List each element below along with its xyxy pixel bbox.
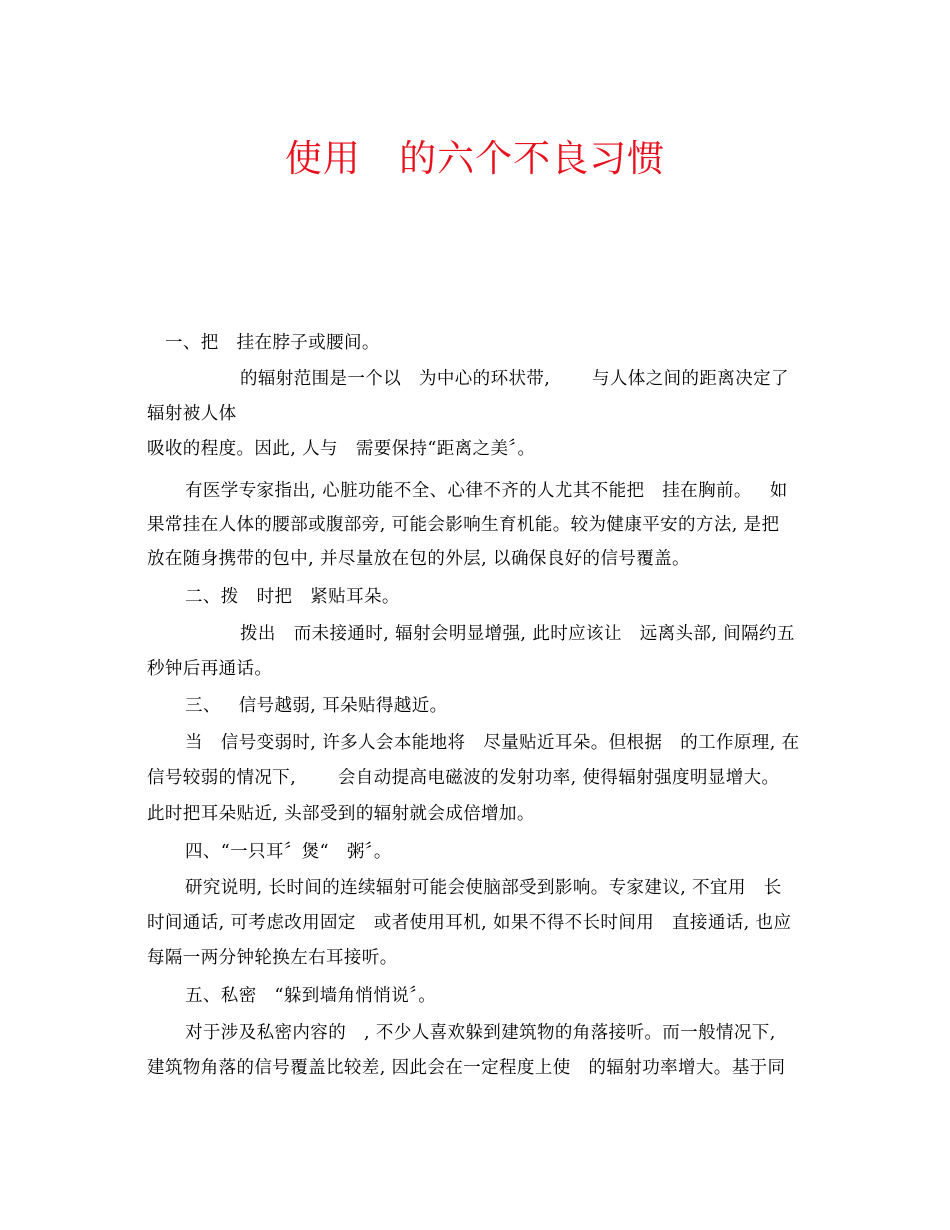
paragraph-line: 信号较弱的情况下, 会自动提高电磁波的发射功率, 使得辐射强度明显增大。 [147, 768, 780, 788]
paragraph-line: 对于涉及私密内容的 , 不少人喜欢躲到建筑物的角落接听。而一般情况下, [185, 1023, 776, 1043]
paragraph-line: 拨出 而未接通时, 辐射会明显增强, 此时应该让 远离头部, 间隔约五 [240, 624, 795, 644]
paragraph-line: 每隔一两分钟轮换左右耳接听。 [147, 948, 398, 968]
paragraph-line: 辐射被人体 [147, 404, 237, 424]
paragraph-line: 此时把耳朵贴近, 头部受到的辐射就会成倍增加。 [147, 804, 535, 824]
paragraph-line: 建筑物角落的信号覆盖比较差, 因此会在一定程度上使 的辐射功率增大。基于同 [147, 1058, 786, 1078]
paragraph-line: 有医学专家指出, 心脏功能不全、心律不齐的人尤其不能把 挂在胸前。 如 [185, 481, 788, 501]
section-heading-5: 五、私密 “躲到墙角悄悄说〞。 [185, 986, 437, 1006]
paragraph-line: 果常挂在人体的腰部或腹部旁, 可能会影响生育机能。较为健康平安的方法, 是把 [147, 515, 780, 535]
paragraph-line: 吸收的程度。因此, 人与 需要保持“距离之美〞。 [147, 439, 536, 459]
paragraph-line: 的辐射范围是一个以 为中心的环状带, 与人体之间的距离决定了 [240, 369, 789, 389]
section-heading-2: 二、拨 时把 紧贴耳朵。 [185, 587, 400, 607]
section-heading-3: 三、 信号越弱, 耳朵贴得越近。 [185, 696, 448, 716]
paragraph-line: 当 信号变弱时, 许多人会本能地将 尽量贴近耳朵。但根据 的工作原理, 在 [185, 733, 800, 753]
paragraph-line: 秒钟后再通话。 [147, 659, 273, 679]
document-title: 使用 的六个不良习惯 [284, 137, 666, 180]
section-heading-1: 一、把 挂在脖子或腰间。 [165, 333, 380, 353]
paragraph-line: 时间通话, 可考虑改用固定 或者使用耳机, 如果不得不长时间用 直接通话, 也应 [147, 913, 792, 933]
paragraph-line: 研究说明, 长时间的连续辐射可能会使脑部受到影响。专家建议, 不宜用 长 [185, 878, 782, 898]
section-heading-4: 四、“一只耳〞煲“ 粥〞。 [185, 842, 392, 862]
paragraph-line: 放在随身携带的包中, 并尽量放在包的外层, 以确保良好的信号覆盖。 [147, 549, 690, 569]
